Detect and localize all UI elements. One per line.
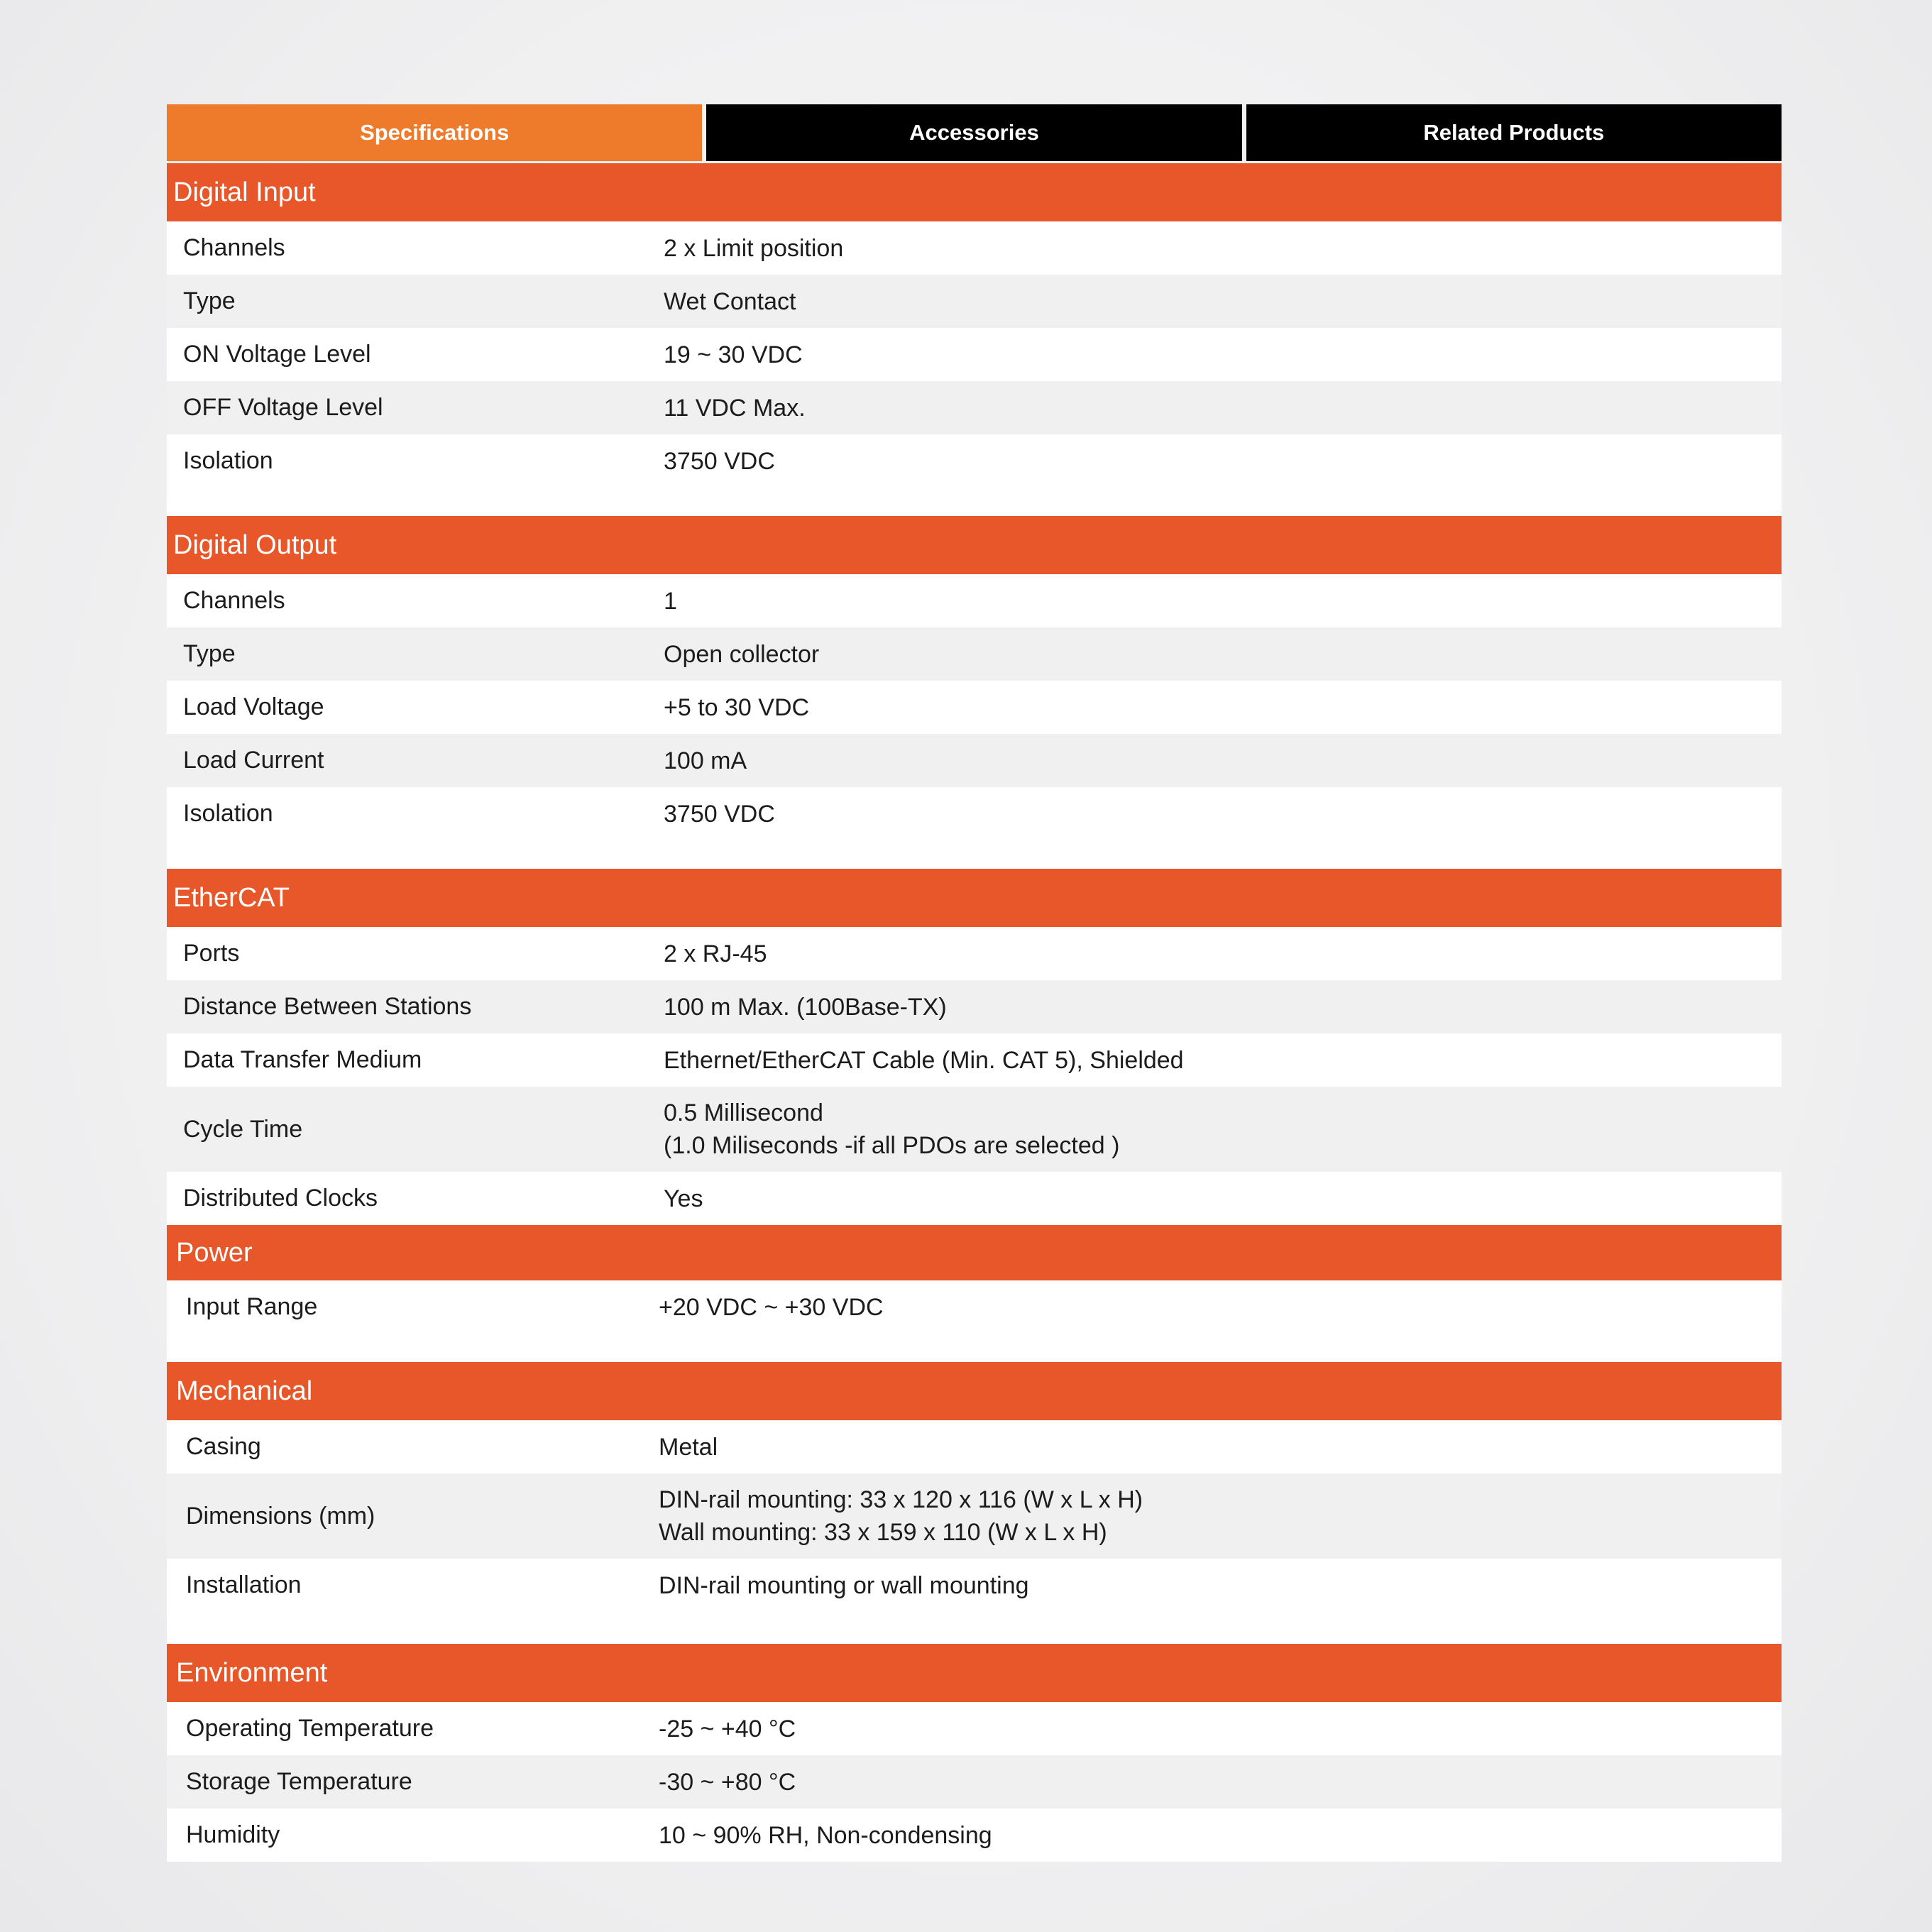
spec-value: +20 VDC ~ +30 VDC bbox=[659, 1293, 884, 1321]
spec-value: Yes bbox=[664, 1185, 703, 1212]
spec-value-line: (1.0 Miliseconds -if all PDOs are selected ) bbox=[664, 1132, 1120, 1159]
tab-accessories[interactable]: Accessories bbox=[706, 104, 1241, 161]
spec-value: 11 VDC Max. bbox=[664, 394, 806, 422]
spec-value bbox=[659, 1483, 1782, 1549]
spec-label: Distributed Clocks bbox=[183, 1185, 378, 1212]
spec-value-line: Wall mounting: 33 x 159 x 110 (W x L x H) bbox=[659, 1519, 1107, 1546]
spec-row bbox=[167, 1755, 1782, 1808]
spec-label: Type bbox=[183, 287, 236, 314]
section-spacer bbox=[167, 1612, 1782, 1644]
spec-row bbox=[167, 681, 1782, 734]
spec-label: ON Voltage Level bbox=[183, 341, 371, 368]
section-spacer bbox=[167, 840, 1782, 869]
section-header: Power bbox=[167, 1225, 1782, 1280]
spec-value: 10 ~ 90% RH, Non-condensing bbox=[659, 1821, 992, 1849]
section-header: EtherCAT bbox=[167, 869, 1782, 927]
spec-row bbox=[167, 1087, 1782, 1172]
spec-label: Isolation bbox=[183, 447, 273, 474]
section-environment bbox=[167, 1644, 1782, 1862]
spec-row bbox=[167, 574, 1782, 627]
spec-label: Humidity bbox=[186, 1821, 280, 1848]
spec-value: Wet Contact bbox=[664, 287, 796, 315]
spec-row bbox=[167, 980, 1782, 1033]
spec-value: 3750 VDC bbox=[664, 800, 775, 828]
spec-value: -25 ~ +40 °C bbox=[659, 1715, 796, 1742]
spec-label: Casing bbox=[186, 1433, 261, 1460]
section-power bbox=[167, 1225, 1782, 1362]
spec-value: -30 ~ +80 °C bbox=[659, 1768, 796, 1796]
spec-row bbox=[167, 1280, 1782, 1334]
spec-label: Load Voltage bbox=[183, 693, 324, 720]
section-header: Mechanical bbox=[167, 1362, 1782, 1420]
spec-label: Channels bbox=[183, 234, 285, 261]
spec-value: +5 to 30 VDC bbox=[664, 693, 810, 721]
spec-label: Input Range bbox=[186, 1293, 318, 1320]
spec-value: 100 m Max. (100Base-TX) bbox=[664, 993, 947, 1021]
spec-value: 2 x Limit position bbox=[664, 234, 844, 262]
spec-row bbox=[167, 381, 1782, 434]
spec-table bbox=[167, 104, 1782, 1862]
spec-value: Open collector bbox=[664, 640, 820, 668]
spec-label: Type bbox=[183, 640, 236, 667]
spec-value: Metal bbox=[659, 1433, 718, 1461]
section-digital-input bbox=[167, 163, 1782, 516]
spec-row bbox=[167, 734, 1782, 787]
tab-related-products[interactable]: Related Products bbox=[1246, 104, 1782, 161]
spec-row bbox=[167, 221, 1782, 275]
spec-row bbox=[167, 1808, 1782, 1862]
spec-label: Installation bbox=[186, 1571, 302, 1598]
spec-label: Load Current bbox=[183, 747, 324, 774]
spec-value-line: DIN-rail mounting: 33 x 120 x 116 (W x L x H) bbox=[659, 1486, 1143, 1513]
spec-value: DIN-rail mounting or wall mounting bbox=[659, 1571, 1029, 1599]
tab-bar bbox=[167, 104, 1782, 161]
spec-row bbox=[167, 434, 1782, 488]
spec-value: 100 mA bbox=[664, 747, 747, 774]
spec-row bbox=[167, 1702, 1782, 1755]
section-header: Digital Output bbox=[167, 516, 1782, 574]
spec-row bbox=[167, 328, 1782, 381]
section-spacer bbox=[167, 1334, 1782, 1362]
section-digital-output bbox=[167, 516, 1782, 869]
spec-row bbox=[167, 1559, 1782, 1612]
spec-row bbox=[167, 1172, 1782, 1225]
spec-label: Distance Between Stations bbox=[183, 993, 472, 1020]
section-mechanical bbox=[167, 1362, 1782, 1644]
spec-value: 19 ~ 30 VDC bbox=[664, 341, 803, 368]
spec-row bbox=[167, 787, 1782, 840]
spec-label: Cycle Time bbox=[183, 1115, 303, 1143]
spec-label: Operating Temperature bbox=[186, 1715, 434, 1742]
spec-row bbox=[167, 627, 1782, 681]
spec-row bbox=[167, 1033, 1782, 1087]
spec-label: Data Transfer Medium bbox=[183, 1046, 422, 1073]
spec-value: 1 bbox=[664, 587, 677, 615]
spec-label: Dimensions (mm) bbox=[186, 1502, 375, 1530]
tab-specifications[interactable]: Specifications bbox=[167, 104, 702, 161]
spec-value: 3750 VDC bbox=[664, 447, 775, 475]
spec-value-line: 0.5 Millisecond bbox=[664, 1099, 823, 1126]
spec-value: 2 x RJ-45 bbox=[664, 940, 767, 967]
spec-row bbox=[167, 1420, 1782, 1473]
section-header: Environment bbox=[167, 1644, 1782, 1702]
spec-value: Ethernet/EtherCAT Cable (Min. CAT 5), Shielded bbox=[664, 1046, 1184, 1074]
section-header: Digital Input bbox=[167, 163, 1782, 221]
spec-row bbox=[167, 927, 1782, 980]
spec-label: Isolation bbox=[183, 800, 273, 827]
spec-label: OFF Voltage Level bbox=[183, 394, 383, 421]
spec-row bbox=[167, 275, 1782, 328]
spec-row bbox=[167, 1473, 1782, 1559]
spec-label: Storage Temperature bbox=[186, 1768, 412, 1795]
section-spacer bbox=[167, 488, 1782, 516]
section-ethercat bbox=[167, 869, 1782, 1225]
spec-label: Ports bbox=[183, 940, 240, 967]
spec-value bbox=[664, 1097, 1782, 1162]
spec-label: Channels bbox=[183, 587, 285, 614]
